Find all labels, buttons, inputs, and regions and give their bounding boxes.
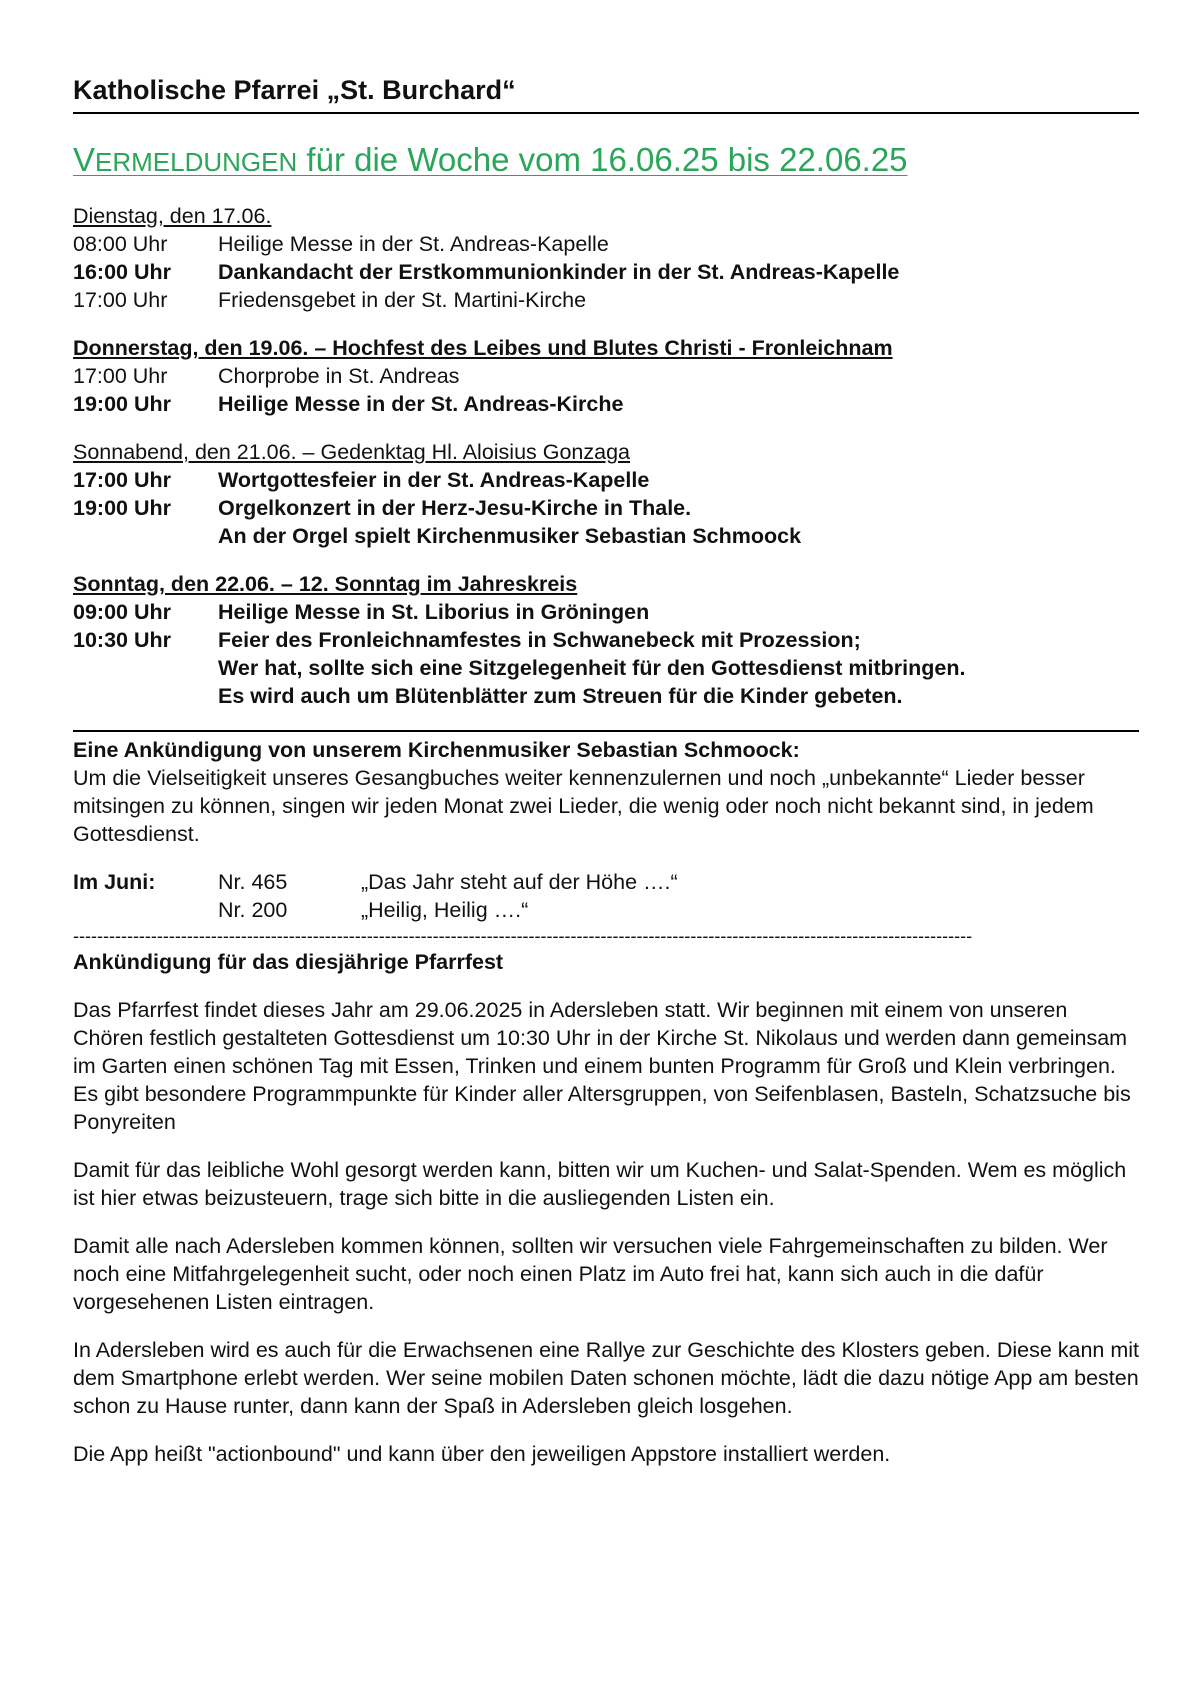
event-desc: Orgelkonzert in der Herz-Jesu-Kirche in Thale.	[218, 496, 692, 520]
event-row	[73, 258, 1139, 286]
event-desc: Heilige Messe in St. Liborius in Gröningen	[218, 600, 650, 624]
day-block-tuesday	[73, 202, 1139, 314]
event-row	[73, 286, 1139, 314]
song-title: „Heilig, Heilig ….“	[361, 898, 529, 922]
event-desc: Dankandacht der Erstkommunionkinder in der St. Andreas-Kapelle	[218, 260, 900, 284]
day-heading: Sonntag, den 22.06. – 12. Sonntag im Jahreskreis	[73, 572, 578, 596]
pfarrfest-paragraph: In Adersleben wird es auch für die Erwachsenen eine Rallye zur Geschichte des Klosters geben. Diese kann mit dem Smartphone erlebt werden. Wer seine mobilen Daten schonen möchte, lädt die dazu nötige App am besten schon zu Hause runter, dann kann der Spaß in Adersleben gleich losgehen.	[73, 1338, 1140, 1418]
event-row	[73, 598, 1139, 626]
event-time: 16:00 Uhr	[73, 260, 171, 284]
parish-title: Katholische Pfarrei „St. Burchard“	[73, 75, 516, 105]
event-row	[73, 626, 1139, 654]
event-desc: Chorprobe in St. Andreas	[218, 364, 460, 388]
event-continuation: Wer hat, sollte sich eine Sitzgelegenheit für den Gottesdienst mitbringen.	[218, 656, 966, 680]
event-time: 17:00 Uhr	[73, 288, 168, 312]
event-row	[73, 494, 1139, 522]
songs-list	[73, 868, 1139, 924]
event-row	[73, 390, 1139, 418]
event-row	[73, 466, 1139, 494]
title-date-range: für die Woche vom 16.06.25 bis 22.06.25	[297, 141, 908, 178]
songs-month-label: Im Juni:	[73, 870, 156, 894]
pfarrfest-heading: Ankündigung für das diesjährige Pfarrfest	[73, 950, 504, 974]
music-announcement-text: Um die Vielseitigkeit unseres Gesangbuches weiter kennenzulernen und noch „unbekannte“ Lieder besser mitsingen zu können, singen wir jeden Monat zwei Lieder, die wenig oder noch nicht bekannt sind, in jedem Gottesdienst.	[73, 766, 1094, 846]
day-heading: Sonnabend, den 21.06. – Gedenktag Hl. Aloisius Gonzaga	[73, 440, 631, 464]
event-desc: Feier des Fronleichnamfestes in Schwanebeck mit Prozession;	[218, 628, 861, 652]
bulletin-page	[73, 72, 1139, 1468]
pfarrfest-paragraph: Damit für das leibliche Wohl gesorgt werden kann, bitten wir um Kuchen- und Salat-Spenden. Wem es möglich ist hier etwas beizusteuern, trage sich bitte in die ausliegenden Listen ein.	[73, 1158, 1127, 1210]
event-time: 19:00 Uhr	[73, 392, 171, 416]
event-desc: Heilige Messe in der St. Andreas-Kapelle	[218, 232, 609, 256]
event-time: 19:00 Uhr	[73, 496, 171, 520]
dashed-divider: ------------------------------------------------------------------------------------------------------------------------------------------------------	[73, 926, 973, 946]
day-block-thursday	[73, 334, 1139, 418]
music-announcement-heading: Eine Ankündigung von unserem Kirchenmusiker Sebastian Schmoock:	[73, 738, 800, 762]
day-block-saturday	[73, 438, 1139, 550]
event-row	[73, 230, 1139, 258]
event-time: 17:00 Uhr	[73, 364, 168, 388]
pfarrfest-paragraph: Das Pfarrfest findet dieses Jahr am 29.06.2025 in Adersleben statt. Wir beginnen mit einem von unseren Chören festlich gestalteten Gottesdienst um 10:30 Uhr in der Kirche St. Nikolaus und werden dann gemeinsam im Garten einen schönen Tag mit Essen, Trinken und einem bunten Programm für Groß und Klein verbringen. Es gibt besondere Programmpunkte für Kinder aller Altersgruppen, von Seifenblasen, Basteln, Schatzsuche bis Ponyreiten	[73, 998, 1131, 1134]
song-row	[73, 896, 1139, 924]
week-announcements-title	[73, 140, 1139, 182]
song-title: „Das Jahr steht auf der Höhe ….“	[361, 870, 678, 894]
event-desc: Heilige Messe in der St. Andreas-Kirche	[218, 392, 624, 416]
pfarrfest-paragraph: Die App heißt "actionbound" und kann über den jeweiligen Appstore installiert werden.	[73, 1442, 891, 1466]
day-heading: Donnerstag, den 19.06. – Hochfest des Leibes und Blutes Christi - Fronleichnam	[73, 336, 893, 360]
title-initial: V	[73, 141, 96, 178]
section-divider	[73, 730, 1139, 732]
songs-label-spacer	[73, 896, 218, 924]
parish-header	[73, 72, 1139, 114]
event-row	[73, 362, 1139, 390]
event-desc: Friedensgebet in der St. Martini-Kirche	[218, 288, 587, 312]
day-block-sunday	[73, 570, 1139, 710]
song-row	[73, 868, 1139, 896]
title-smallcaps: ERMELDUNGEN	[95, 147, 298, 177]
day-heading: Dienstag, den 17.06.	[73, 204, 272, 228]
event-time: 17:00 Uhr	[73, 468, 171, 492]
song-number: Nr. 465	[218, 870, 288, 894]
pfarrfest-paragraph: Damit alle nach Adersleben kommen können, sollten wir versuchen viele Fahrgemeinschaften zu bilden. Wer noch eine Mitfahrgelegenheit sucht, oder noch einen Platz im Auto frei hat, kann sich auch in die dafür vorgesehenen Listen eintragen.	[73, 1234, 1108, 1314]
event-continuation: An der Orgel spielt Kirchenmusiker Sebastian Schmoock	[218, 524, 802, 548]
event-desc: Wortgottesfeier in der St. Andreas-Kapelle	[218, 468, 650, 492]
event-time: 09:00 Uhr	[73, 600, 171, 624]
song-number: Nr. 200	[218, 898, 288, 922]
event-time: 10:30 Uhr	[73, 628, 171, 652]
schedule	[73, 202, 1139, 1468]
event-time: 08:00 Uhr	[73, 232, 168, 256]
event-continuation: Es wird auch um Blütenblätter zum Streuen für die Kinder gebeten.	[218, 684, 903, 708]
